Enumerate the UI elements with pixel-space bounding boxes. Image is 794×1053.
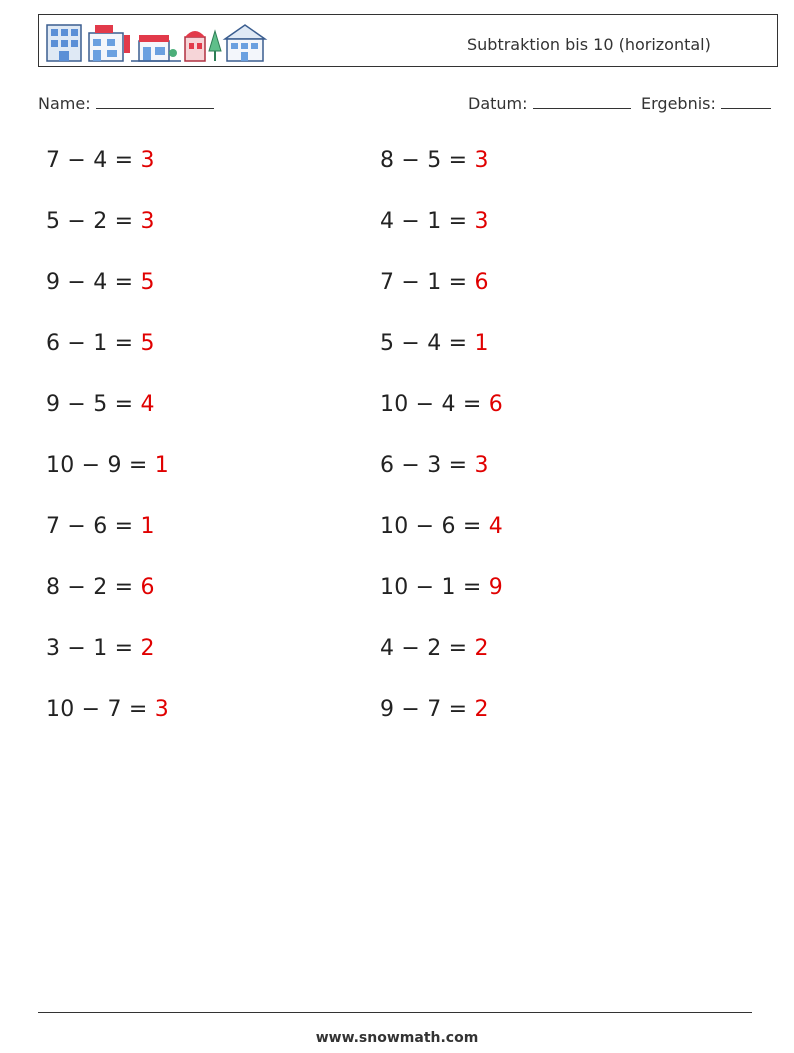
minuend: 10 (380, 575, 409, 600)
minus-sign: − (67, 575, 87, 600)
problem-item (380, 270, 489, 295)
problem-item (380, 697, 489, 722)
equals-sign: = (128, 453, 148, 478)
minus-sign: − (67, 148, 87, 173)
answer: 6 (140, 575, 155, 600)
answer: 2 (474, 636, 489, 661)
problem-item (46, 514, 155, 539)
minuend: 9 (46, 270, 61, 295)
minuend: 8 (380, 148, 395, 173)
problem-item (380, 575, 503, 600)
subtrahend: 6 (93, 514, 108, 539)
minus-sign: − (81, 697, 101, 722)
equals-sign: = (114, 392, 134, 417)
answer: 3 (154, 697, 169, 722)
equals-sign: = (462, 575, 482, 600)
equals-sign: = (448, 148, 468, 173)
equals-sign: = (128, 697, 148, 722)
minus-sign: − (401, 331, 421, 356)
problem-item (46, 209, 155, 234)
result-field[interactable] (641, 94, 771, 113)
problem-item (380, 514, 503, 539)
equals-sign: = (448, 209, 468, 234)
answer: 3 (140, 209, 155, 234)
subtrahend: 1 (441, 575, 456, 600)
minuend: 4 (380, 636, 395, 661)
problem-item (46, 148, 155, 173)
minus-sign: − (401, 148, 421, 173)
subtrahend: 2 (93, 209, 108, 234)
answer: 1 (474, 331, 489, 356)
minuend: 8 (46, 575, 61, 600)
subtrahend: 1 (93, 636, 108, 661)
problem-item (46, 331, 155, 356)
subtrahend: 5 (93, 392, 108, 417)
problem-item (46, 453, 169, 478)
equals-sign: = (462, 514, 482, 539)
equals-sign: = (114, 209, 134, 234)
minuend: 9 (46, 392, 61, 417)
minuend: 7 (46, 148, 61, 173)
equals-sign: = (462, 392, 482, 417)
answer: 6 (474, 270, 489, 295)
minus-sign: − (401, 209, 421, 234)
problem-item (380, 636, 489, 661)
answer: 2 (474, 697, 489, 722)
answer: 3 (140, 148, 155, 173)
worksheet-header (38, 14, 778, 67)
date-label: Datum: (468, 94, 528, 113)
problem-item (46, 636, 155, 661)
answer: 1 (140, 514, 155, 539)
name-blank-line[interactable] (96, 94, 214, 109)
equals-sign: = (448, 697, 468, 722)
equals-sign: = (448, 270, 468, 295)
minuend: 6 (46, 331, 61, 356)
subtrahend: 4 (441, 392, 456, 417)
town-buildings-icon (45, 19, 269, 63)
date-blank-line[interactable] (533, 94, 631, 109)
problem-item (46, 270, 155, 295)
result-blank-line[interactable] (721, 94, 771, 109)
minus-sign: − (67, 514, 87, 539)
problem-item (46, 697, 169, 722)
answer: 4 (140, 392, 155, 417)
problem-item (46, 392, 155, 417)
equals-sign: = (448, 636, 468, 661)
subtrahend: 7 (427, 697, 442, 722)
name-field[interactable] (38, 94, 214, 113)
problem-item (380, 331, 489, 356)
minus-sign: − (67, 636, 87, 661)
equals-sign: = (448, 331, 468, 356)
answer: 3 (474, 148, 489, 173)
problem-item (380, 453, 489, 478)
problem-item (380, 209, 489, 234)
minuend: 7 (46, 514, 61, 539)
subtrahend: 6 (441, 514, 456, 539)
minuend: 6 (380, 453, 395, 478)
date-field[interactable] (468, 94, 631, 113)
subtrahend: 1 (93, 331, 108, 356)
footer-divider (38, 1012, 752, 1013)
problem-item (380, 392, 503, 417)
minuend: 10 (46, 453, 75, 478)
subtrahend: 7 (107, 697, 122, 722)
minus-sign: − (401, 697, 421, 722)
result-label: Ergebnis: (641, 94, 716, 113)
answer: 1 (154, 453, 169, 478)
minus-sign: − (67, 331, 87, 356)
equals-sign: = (114, 514, 134, 539)
problem-item (46, 575, 155, 600)
minuend: 10 (380, 392, 409, 417)
subtrahend: 2 (93, 575, 108, 600)
answer: 6 (488, 392, 503, 417)
minuend: 10 (380, 514, 409, 539)
answer: 9 (488, 575, 503, 600)
minus-sign: − (67, 392, 87, 417)
subtrahend: 4 (93, 270, 108, 295)
minus-sign: − (401, 636, 421, 661)
problem-item (380, 148, 489, 173)
minuend: 3 (46, 636, 61, 661)
subtrahend: 1 (427, 209, 442, 234)
subtrahend: 1 (427, 270, 442, 295)
equals-sign: = (114, 636, 134, 661)
minuend: 7 (380, 270, 395, 295)
equals-sign: = (114, 148, 134, 173)
answer: 2 (140, 636, 155, 661)
equals-sign: = (448, 453, 468, 478)
name-label: Name: (38, 94, 91, 113)
minuend: 4 (380, 209, 395, 234)
minus-sign: − (67, 270, 87, 295)
answer: 3 (474, 209, 489, 234)
minus-sign: − (67, 209, 87, 234)
answer: 5 (140, 270, 155, 295)
answer: 3 (474, 453, 489, 478)
subtrahend: 4 (427, 331, 442, 356)
subtrahend: 9 (107, 453, 122, 478)
footer-url: www.snowmath.com (315, 1030, 479, 1046)
subtrahend: 3 (427, 453, 442, 478)
minus-sign: − (415, 392, 435, 417)
minuend: 5 (380, 331, 395, 356)
equals-sign: = (114, 575, 134, 600)
minuend: 9 (380, 697, 395, 722)
minus-sign: − (415, 575, 435, 600)
subtrahend: 5 (427, 148, 442, 173)
minus-sign: − (81, 453, 101, 478)
equals-sign: = (114, 270, 134, 295)
subtrahend: 4 (93, 148, 108, 173)
answer: 5 (140, 331, 155, 356)
minus-sign: − (401, 453, 421, 478)
minus-sign: − (401, 270, 421, 295)
equals-sign: = (114, 331, 134, 356)
minuend: 10 (46, 697, 75, 722)
answer: 4 (488, 514, 503, 539)
subtrahend: 2 (427, 636, 442, 661)
worksheet-title: Subtraktion bis 10 (horizontal) (467, 35, 711, 54)
minus-sign: − (415, 514, 435, 539)
minuend: 5 (46, 209, 61, 234)
